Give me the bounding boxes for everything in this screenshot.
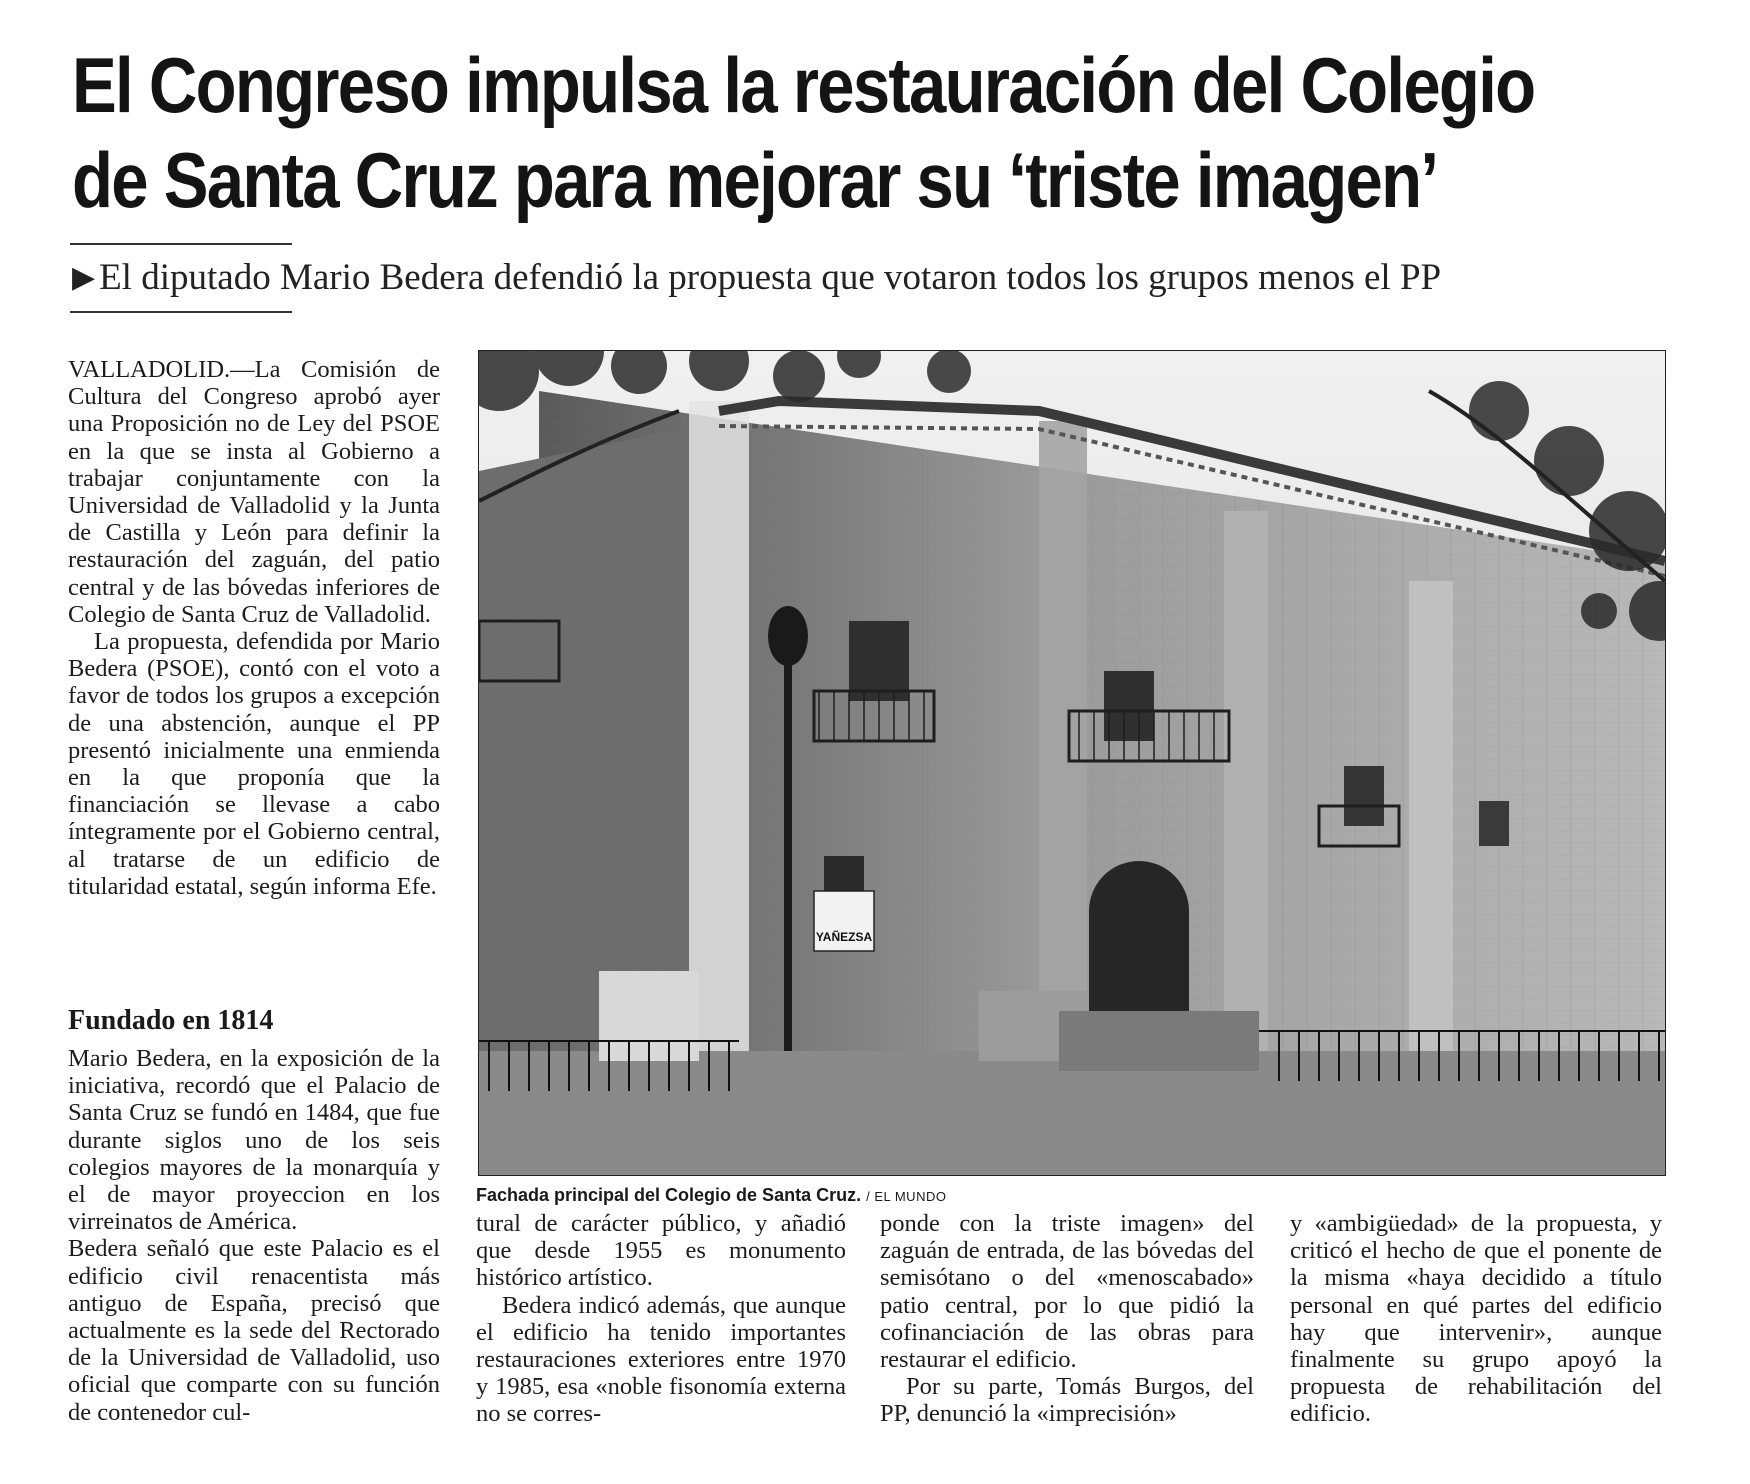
- triangle-bullet-icon: ▶: [72, 261, 96, 294]
- paragraph-cultural: tural de carácter público, y añadió que desde 1955 es monumento histórico artístico.: [476, 1210, 846, 1292]
- subheadline: [72, 256, 1672, 300]
- facade-illustration: [479, 351, 1665, 1175]
- headline-line-1: El Congreso impulsa la restauración del Colegio: [72, 41, 1535, 129]
- paragraph-triste-imagen: ponde con la triste imagen» del zaguán de entrada, de las bóvedas del semisótano o del «menoscabado» patio central, por lo que pidió la cofinanciación de las obras para restaurar el edificio.: [880, 1210, 1254, 1374]
- paragraph-valladolid: VALLADOLID.—La Comisión de Cultura del Congreso aprobó ayer una Proposición no de Ley del PSOE en la que se insta al Gobierno a trabajar conjuntamente con la Universidad de Valladolid y la Junta de Castilla y León para definir la restauración del zaguán, del patio central y de las bóvedas inferiores de Colegio de Santa Cruz de Valladolid.: [68, 356, 440, 628]
- photo-caption: [476, 1184, 1476, 1208]
- paragraph-propuesta: La propuesta, defendida por Mario Bedera (PSOE), contó con el voto a favor de todos los grupos a excepción de una abstención, aunque el PP presentó inicialmente una enmienda en la que proponía que la financiación se llevase a cabo íntegramente por el Gobierno central, al tratarse de un edificio de titularidad estatal, según informa Efe.: [68, 628, 440, 900]
- column-1-top: [68, 356, 440, 900]
- subheadline-text: El diputado Mario Bedera defendió la propuesta que votaron todos los grupos menos el PP: [99, 257, 1442, 298]
- headline: [72, 38, 1535, 228]
- column-1-bottom: [68, 1045, 440, 1426]
- column-2: [476, 1210, 846, 1428]
- caption-text: Fachada principal del Colegio de Santa Cruz.: [476, 1185, 862, 1205]
- building-photo: [478, 350, 1666, 1176]
- headline-line-2: de Santa Cruz para mejorar su ‘triste imagen’: [72, 136, 1438, 224]
- paragraph-palacio: Bedera señaló que este Palacio es el edificio civil renacentista más antiguo de España, precisó que actualmente es la sede del Rectorado de la Universidad de Valladolid, uso oficial que comparte con su función de contenedor cul-: [68, 1235, 440, 1426]
- paragraph-exposicion: Mario Bedera, en la exposición de la iniciativa, recordó que el Palacio de Santa Cruz se fundó en 1484, que fue durante siglos uno de los seis colegios mayores de la monarquía y el de mayor proyeccion en los virreinatos de América.: [68, 1045, 440, 1236]
- photo-credit: / EL MUNDO: [866, 1189, 947, 1204]
- paragraph-ambiguedad: y «ambigüedad» de la propuesta, y criticó el hecho de que el ponente de la misma «haya decidido a título personal en qué partes del edificio hay que intervenir», aunque finalmente su grupo apoyó la propuesta de rehabilitación del edificio.: [1290, 1210, 1662, 1428]
- column-4: [1290, 1210, 1662, 1428]
- sign-text: YAÑEZSA: [815, 930, 873, 944]
- subhead-bottom-rule: [70, 311, 292, 313]
- column-3: [880, 1210, 1254, 1428]
- subhead-top-rule: [70, 243, 292, 245]
- section-title: Fundado en 1814: [68, 1005, 274, 1036]
- paragraph-tomas-burgos: Por su parte, Tomás Burgos, del PP, denunció la «imprecisión»: [880, 1373, 1254, 1428]
- paragraph-bedera-indico: Bedera indicó además, que aunque el edificio ha tenido importantes restauraciones exteriores entre 1970 y 1985, esa «noble fisonomía externa no se corres-: [476, 1291, 846, 1428]
